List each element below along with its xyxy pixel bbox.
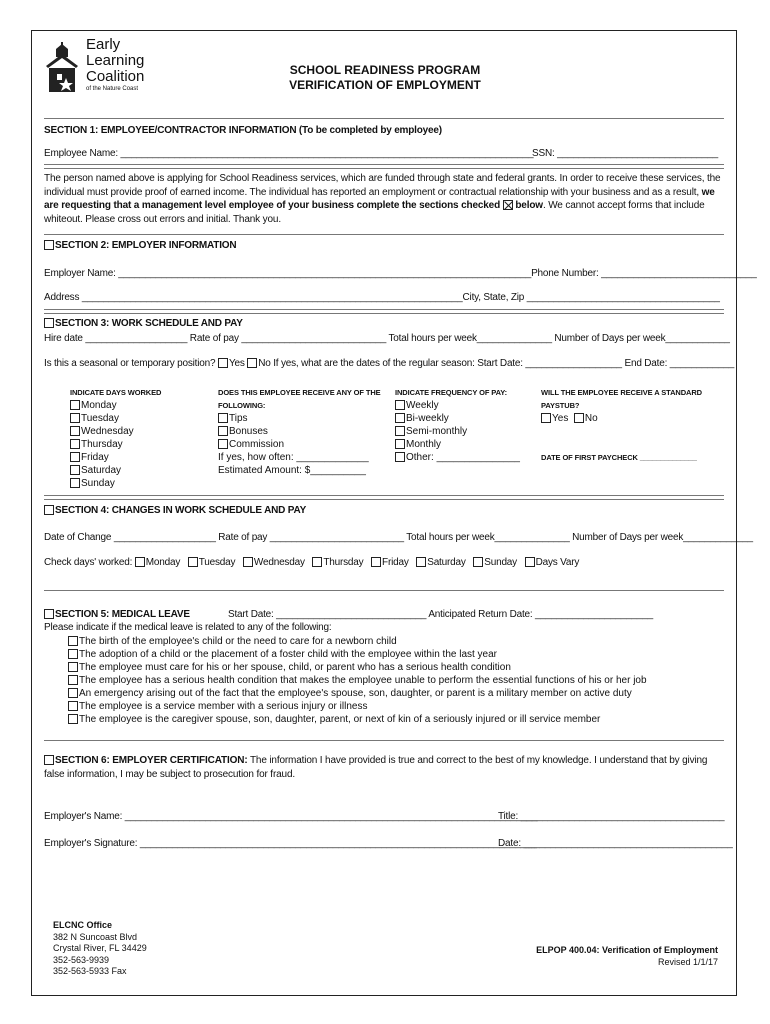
receive-option-label: Tips (229, 413, 248, 424)
section4-checkbox[interactable] (44, 505, 54, 515)
seasonal-yes-checkbox[interactable] (218, 358, 228, 368)
change-day-label: Wednesday (253, 557, 305, 568)
day-option-label: Monday (81, 400, 117, 411)
frequency-option (395, 412, 520, 425)
leave-reason (68, 713, 647, 726)
day-option-checkbox[interactable] (70, 413, 80, 423)
leave-reason-checkbox[interactable] (68, 688, 78, 698)
section4-label: SECTION 4: CHANGES IN WORK SCHEDULE AND PAY (55, 505, 307, 516)
page-title (240, 63, 530, 93)
day-option-label: Saturday (81, 465, 122, 476)
check-days-list (135, 557, 584, 568)
frequency-other (395, 451, 520, 464)
section6-checkbox[interactable] (44, 755, 54, 765)
office-address-2: Crystal River, FL 34429 (53, 943, 147, 953)
freq-other-label[interactable]: Other: _______________ (406, 452, 520, 463)
paystub-no-label: No (584, 413, 598, 424)
seasonal-no-checkbox[interactable] (247, 358, 257, 368)
frequency-option-label: Bi-weekly (406, 413, 449, 424)
receive-option-checkbox[interactable] (218, 439, 228, 449)
employer-signer-name-field[interactable]: Employer's Name: _____________________________________________________________________________ (44, 811, 538, 822)
leave-indicate-text: Please indicate if the medical leave is related to any of the following: (44, 622, 332, 633)
section6-paragraph (44, 754, 726, 781)
day-option-checkbox[interactable] (70, 400, 80, 410)
leave-reason-label: The employee has a serious health condition that makes the employee unable to perform the essential functions of his or her job (79, 675, 647, 686)
days-worked-column (70, 386, 161, 490)
section2-label: SECTION 2: EMPLOYER INFORMATION (55, 240, 237, 251)
section3-checkbox[interactable] (44, 318, 54, 328)
leave-reason-checkbox[interactable] (68, 662, 78, 672)
day-option-checkbox[interactable] (70, 465, 80, 475)
leave-reason-label: The employee is a service member with a serious injury or illness (79, 701, 368, 712)
divider (44, 495, 724, 500)
day-option-label: Wednesday (81, 426, 134, 437)
frequency-option-checkbox[interactable] (395, 400, 405, 410)
change-day-checkbox[interactable] (312, 557, 322, 567)
para-bold-below: below (515, 200, 543, 211)
logo-text-coalition: Coalition (86, 68, 145, 85)
change-day-checkbox[interactable] (188, 557, 198, 567)
day-option (70, 425, 161, 438)
change-day-checkbox[interactable] (525, 557, 535, 567)
receive-option-checkbox[interactable] (218, 426, 228, 436)
form-number: ELPOP 400.04: Verification of Employment (536, 945, 718, 955)
seasonal-question (44, 358, 734, 369)
office-address-1: 382 N Suncoast Blvd (53, 931, 138, 942)
receive-list (218, 412, 381, 451)
frequency-option-checkbox[interactable] (395, 426, 405, 436)
day-option-label: Friday (81, 452, 109, 463)
leave-reason-checkbox[interactable] (68, 636, 78, 646)
days-worked-list (70, 399, 161, 490)
day-option-label: Tuesday (81, 413, 119, 424)
first-paycheck-field[interactable]: DATE OF FIRST PAYCHECK ______________ (541, 453, 697, 462)
divider (44, 309, 724, 314)
logo-text-early: Early (86, 36, 121, 53)
frequency-option (395, 425, 520, 438)
signature-field[interactable]: Employer's Signature: __________________________________________________________________________ (44, 838, 537, 849)
change-day-checkbox[interactable] (135, 557, 145, 567)
divider (44, 590, 724, 591)
section6-text: The information I have provided is true and correct to the best of my knowledge. I understand that by giving false information, I may be subject to prosecution for fraud. (44, 755, 708, 780)
paystub-yes-label: Yes (552, 413, 569, 424)
check-days-row (44, 557, 584, 568)
section5-label: SECTION 5: MEDICAL LEAVE (55, 609, 190, 620)
receive-often-field[interactable]: If yes, how often: _____________ (218, 452, 369, 463)
leave-reason-label: The adoption of a child or the placement of a foster child with the employee within the last year (79, 649, 498, 660)
change-day-checkbox[interactable] (473, 557, 483, 567)
form-id (480, 945, 718, 968)
checked-box-icon (503, 200, 513, 210)
change-day-label: Monday (145, 557, 181, 568)
frequency-heading: INDICATE FREQUENCY OF PAY: (395, 388, 507, 397)
days-worked-heading: INDICATE DAYS WORKED (70, 388, 162, 397)
divider (44, 234, 724, 235)
office-info (53, 920, 147, 978)
section3-heading (44, 318, 243, 329)
logo-text-learning: Learning (86, 52, 145, 69)
day-option-checkbox[interactable] (70, 452, 80, 462)
date-field[interactable]: Date: _______________________________________ (498, 838, 733, 849)
leave-reason-label: The birth of the employee's child or the need to care for a newborn child (79, 636, 397, 647)
divider (44, 164, 724, 169)
change-line[interactable]: Date of Change ___________________ Rate of pay _________________________ Total hours per week______________ Number of Days per week_____________ (44, 532, 753, 543)
seasonal-yes-label: Yes (228, 358, 245, 369)
paystub-heading-1: WILL THE EMPLOYEE RECEIVE A STANDARD (541, 388, 702, 397)
frequency-option-label: Monthly (406, 439, 442, 450)
paystub-heading-2: PAYSTUB? (541, 401, 580, 410)
change-day-label: Days Vary (535, 557, 580, 568)
frequency-column (395, 386, 520, 464)
change-day-checkbox[interactable] (243, 557, 253, 567)
employer-name-field[interactable]: Employer Name: _____________________________________________________________________________Phone Number: _____________________________ (44, 268, 757, 279)
freq-other-checkbox[interactable] (395, 452, 405, 462)
check-days-label: Check days' worked: (44, 557, 133, 568)
change-day-label: Thursday (323, 557, 364, 568)
day-option-checkbox[interactable] (70, 439, 80, 449)
estimated-amount-field[interactable]: Estimated Amount: $__________ (218, 465, 366, 476)
receive-column (218, 386, 381, 477)
change-day-label: Sunday (484, 557, 517, 568)
para-text: The person named above is applying for School Readiness services, which are funded through state and federal grants. In order to receive these services, the individual must provide proof of earned income. The individual has reported an employment or contractual relationship with your business and as a result, (44, 173, 721, 198)
seasonal-dates: No If yes, what are the dates of the regular season: Start Date: __________________ End Date: ____________ (258, 358, 735, 369)
section3-label: SECTION 3: WORK SCHEDULE AND PAY (55, 318, 243, 329)
address-field[interactable]: Address _______________________________________________________________________City, State, Zip ____________________________________ (44, 292, 720, 303)
change-day-label: Saturday (427, 557, 466, 568)
title-field[interactable]: Title: ______________________________________ (498, 811, 725, 822)
divider (44, 740, 724, 741)
leave-reason (68, 700, 647, 713)
section1-heading: SECTION 1: EMPLOYEE/CONTRACTOR INFORMATION (To be completed by employee) (44, 125, 442, 136)
hire-date-line[interactable]: Hire date ___________________ Rate of pay ___________________________ Total hours per week______________ Number of Days per week____________ (44, 333, 730, 344)
paystub-yes-checkbox[interactable] (541, 413, 551, 423)
day-option (70, 438, 161, 451)
leave-reason-checkbox[interactable] (68, 714, 78, 724)
section6-label: SECTION 6: EMPLOYER CERTIFICATION: (55, 755, 248, 766)
leave-reason-label: An emergency arising out of the fact that the employee's spouse, son, daughter, or parent is a military member on active duty (79, 688, 632, 699)
change-day-label: Friday (382, 557, 409, 568)
office-fax: 352-563-5933 Fax (53, 966, 127, 976)
receive-heading-2: FOLLOWING: (218, 401, 266, 410)
section2-checkbox[interactable] (44, 240, 54, 250)
day-option (70, 412, 161, 425)
day-option (70, 451, 161, 464)
leave-reason (68, 687, 647, 700)
schoolhouse-logo-icon (44, 40, 82, 96)
section4-heading (44, 505, 306, 516)
day-option-checkbox[interactable] (70, 426, 80, 436)
day-option (70, 477, 161, 490)
leave-reason-label: The employee must care for his or her spouse, child, or parent who has a serious health condition (79, 662, 511, 673)
day-option-checkbox[interactable] (70, 478, 80, 488)
day-option-label: Thursday (81, 439, 123, 450)
frequency-option (395, 399, 520, 412)
frequency-option-checkbox[interactable] (395, 413, 405, 423)
day-option (70, 464, 161, 477)
employee-name-field[interactable]: Employee Name: _____________________________________________________________________________ (44, 148, 534, 159)
section2-heading (44, 240, 236, 251)
para-text-end: . We cannot accept forms that include whiteout. Please cross out errors and initial. Thank you. (44, 200, 705, 225)
receive-heading-1: DOES THIS EMPLOYEE RECEIVE ANY OF THE (218, 388, 381, 397)
title-line2: VERIFICATION OF EMPLOYMENT (289, 78, 481, 92)
para-bold: we are requesting that a management level employee of your business complete the sections checked (44, 186, 715, 211)
leave-reason (68, 661, 647, 674)
frequency-list (395, 399, 520, 451)
section1-paragraph (44, 172, 726, 226)
ssn-field[interactable]: SSN: ______________________________ (532, 148, 718, 159)
leave-reason-checkbox[interactable] (68, 701, 78, 711)
section5-checkbox[interactable] (44, 609, 54, 619)
frequency-option-checkbox[interactable] (395, 439, 405, 449)
receive-option-checkbox[interactable] (218, 413, 228, 423)
office-phone: 352-563-9939 (53, 954, 110, 965)
frequency-option-label: Semi-monthly (406, 426, 468, 437)
paystub-column (541, 386, 702, 464)
office-name: ELCNC Office (53, 920, 113, 930)
day-option-label: Sunday (81, 478, 115, 489)
frequency-option (395, 438, 520, 451)
receive-option (218, 425, 381, 438)
frequency-option-label: Weekly (406, 400, 439, 411)
title-line1: SCHOOL READINESS PROGRAM (289, 63, 481, 77)
change-day-label: Tuesday (198, 557, 236, 568)
change-day-checkbox[interactable] (416, 557, 426, 567)
divider (44, 118, 724, 119)
paystub-options (541, 412, 702, 425)
leave-reason (68, 648, 647, 661)
leave-reason-checkbox[interactable] (68, 649, 78, 659)
medical-leave-list (68, 635, 647, 726)
receive-option-label: Bonuses (229, 426, 268, 437)
form-revised: Revised 1/1/17 (657, 956, 718, 967)
receive-option-label: Commission (229, 439, 285, 450)
receive-option (218, 438, 381, 451)
logo-text-nature-coast: of the Nature Coast (86, 86, 139, 92)
change-day-checkbox[interactable] (371, 557, 381, 567)
section5-heading-row (44, 609, 190, 620)
day-option (70, 399, 161, 412)
seasonal-label: Is this a seasonal or temporary position? (44, 358, 216, 369)
paystub-no-checkbox[interactable] (574, 413, 584, 423)
leave-reason (68, 635, 647, 648)
leave-reason-checkbox[interactable] (68, 675, 78, 685)
receive-option (218, 412, 381, 425)
leave-reason-label: The employee is the caregiver spouse, son, daughter, parent, or next of kin of a seriously injured or ill service member (79, 714, 601, 725)
leave-dates-field[interactable]: Start Date: ____________________________ Anticipated Return Date: ______________________ (228, 609, 654, 620)
leave-reason (68, 674, 647, 687)
